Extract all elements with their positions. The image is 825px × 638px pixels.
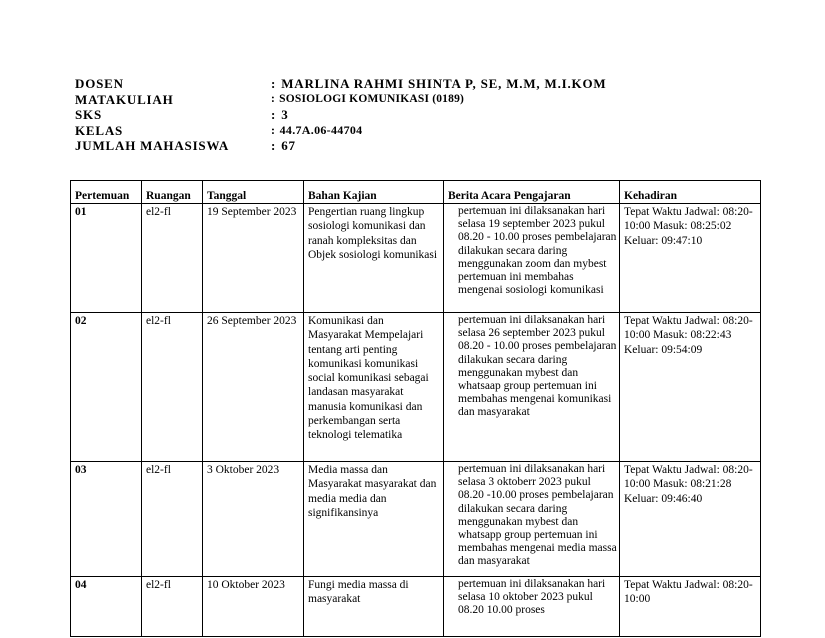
cell-ruangan: el2-fl: [142, 462, 203, 577]
course-info: [75, 76, 675, 154]
cell-bahan-kajian: Media massa dan Masyarakat masyarakat dan media media dan signifikansinya: [304, 462, 444, 577]
header-berita-acara: Berita Acara Pengajaran: [444, 181, 620, 204]
cell-pertemuan: 02: [71, 313, 142, 462]
cell-berita-acara: pertemuan ini dilaksanakan hari selasa 26 september 2023 pukul 08.20 - 10.00 proses pembelajaran dilakukan secara daring menggunakan mybest dan whatsaap group pertemuan ini membahas mengenai komunikasi dan masyarakat: [444, 313, 620, 462]
header-pertemuan: Pertemuan: [71, 181, 142, 204]
cell-pertemuan: 01: [71, 204, 142, 313]
table-row: [71, 313, 761, 462]
cell-ruangan: el2-fl: [142, 204, 203, 313]
cell-bahan-kajian: Fungi media massa di masyarakat: [304, 577, 444, 637]
cell-bahan-kajian: Komunikasi dan Masyarakat Mempelajari tentang arti penting komunikasi komunikasi social komunikasi sebagai landasan masyarakat manusia komunikasi dan perkembangan serta teknologi telematika: [304, 313, 444, 462]
schedule-table: [70, 180, 761, 637]
sks-label: SKS: [75, 107, 102, 122]
kelas-label: KELAS: [75, 122, 124, 138]
matakuliah-label: MATAKULIAH: [75, 91, 174, 107]
cell-tanggal: 26 September 2023: [203, 313, 304, 462]
header-bahan-kajian: Bahan Kajian: [304, 181, 444, 204]
colon: :: [271, 107, 277, 122]
header-tanggal: Tanggal: [203, 181, 304, 204]
matakuliah-value: SOSIOLOGI KOMUNIKASI (0189): [279, 92, 465, 105]
cell-tanggal: 3 Oktober 2023: [203, 462, 304, 577]
info-row-jumlah: [75, 138, 675, 154]
cell-pertemuan: 04: [71, 577, 142, 637]
dosen-value-wrap: [271, 76, 606, 91]
table-header-row: [71, 181, 761, 204]
cell-ruangan: el2-fl: [142, 577, 203, 637]
cell-kehadiran: Tepat Waktu Jadwal: 08:20-10:00 Masuk: 08:21:28 Keluar: 09:46:40: [620, 462, 761, 577]
kelas-value: 44.7A.06-44704: [279, 122, 363, 137]
colon: :: [271, 76, 277, 91]
colon: :: [271, 92, 276, 105]
info-row-kelas: [75, 123, 675, 139]
jumlah-value: 67: [281, 138, 296, 153]
table-row: [71, 204, 761, 313]
cell-kehadiran: Tepat Waktu Jadwal: 08:20-10:00: [620, 577, 761, 637]
cell-berita-acara: pertemuan ini dilaksanakan hari selasa 19 september 2023 pukul 08.20 - 10.00 proses pembelajaran dilakukan secara daring menggunakan zoom dan mybest pertemuan ini membahas mengenai sosiologi komunikasi: [444, 204, 620, 313]
cell-tanggal: 19 September 2023: [203, 204, 304, 313]
header-kehadiran: Kehadiran: [620, 181, 761, 204]
cell-kehadiran: Tepat Waktu Jadwal: 08:20-10:00 Masuk: 08:25:02 Keluar: 09:47:10: [620, 204, 761, 313]
cell-berita-acara: pertemuan ini dilaksanakan hari selasa 3 oktoberr 2023 pukul 08.20 -10.00 proses pembelajaran dilakukan secara daring menggunakan mybest dan whatsapp group pertemuan ini membahas mengenai media massa dan masyarakat: [444, 462, 620, 577]
table-row: [71, 577, 761, 637]
cell-berita-acara: pertemuan ini dilaksanakan hari selasa 10 oktober 2023 pukul 08.20 10.00 proses: [444, 577, 620, 637]
cell-tanggal: 10 Oktober 2023: [203, 577, 304, 637]
info-row-matakuliah: [75, 92, 675, 108]
table-row: [71, 462, 761, 577]
colon: :: [271, 122, 276, 137]
cell-kehadiran: Tepat Waktu Jadwal: 08:20-10:00 Masuk: 08:22:43 Keluar: 09:54:09: [620, 313, 761, 462]
dosen-value: MARLINA RAHMI SHINTA P, SE, M.M, M.I.KOM: [281, 76, 607, 91]
dosen-label: DOSEN: [75, 76, 124, 91]
sks-value-wrap: [271, 107, 289, 122]
jumlah-label: JUMLAH MAHASISWA: [75, 138, 230, 153]
jumlah-value-wrap: [271, 138, 296, 153]
cell-ruangan: el2-fl: [142, 313, 203, 462]
header-ruangan: Ruangan: [142, 181, 203, 204]
cell-bahan-kajian: Pengertian ruang lingkup sosiologi komunikasi dan ranah kompleksitas dan Objek sosiologi komunikasi: [304, 204, 444, 313]
matakuliah-value-wrap: [271, 92, 464, 107]
colon: :: [271, 138, 277, 153]
cell-pertemuan: 03: [71, 462, 142, 577]
info-row-sks: [75, 107, 675, 123]
sks-value: 3: [281, 107, 289, 122]
kelas-value-wrap: [271, 123, 362, 138]
info-row-dosen: [75, 76, 675, 92]
